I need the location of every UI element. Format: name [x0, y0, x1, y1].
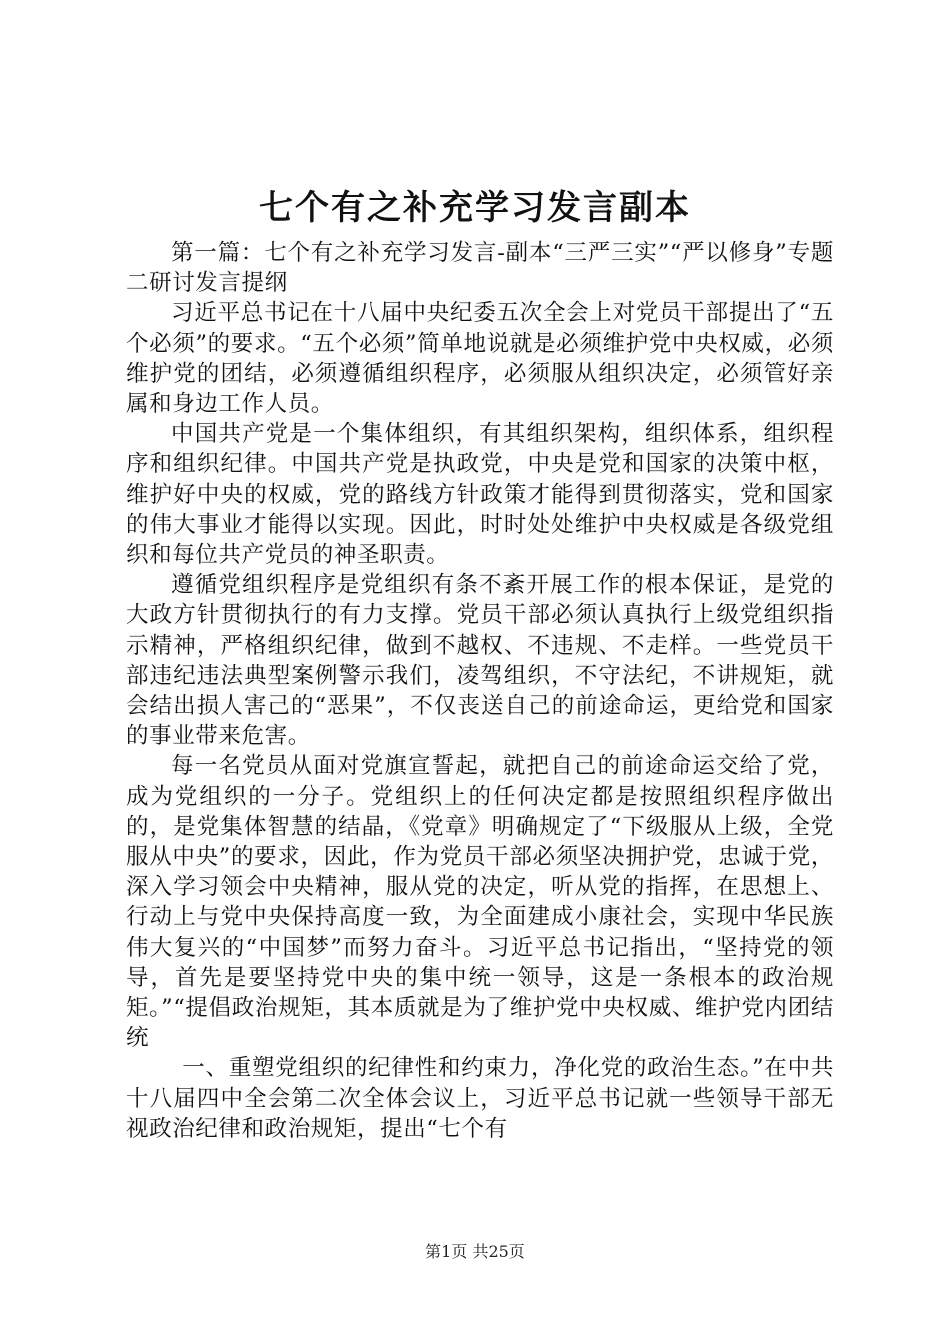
paragraph: 习近平总书记在十八届中央纪委五次全会上对党员干部提出了“五个必须”的要求。“五个必须”简单地说就是必须维护党中央权威，必须维护党的团结，必须遵循组织程序，必须服从组织决定，必须管好亲属和身边工作人员。: [126, 300, 834, 418]
paragraph: 中国共产党是一个集体组织，有其组织架构，组织体系，组织程序和组织纪律。中国共产党是执政党，中央是党和国家的决策中枢，维护好中央的权威，党的路线方针政策才能得到贯彻落实，党和国家的伟大事业才能得以实现。因此，时时处处维护中央权威是各级党组织和每位共产党员的神圣职责。: [126, 421, 834, 569]
document-title: 七个有之补充学习发言副本: [259, 188, 691, 228]
paragraph-heading: 第一篇：七个有之补充学习发言-副本“三严三实”“严以修身”专题二研讨发言提纲: [126, 240, 834, 297]
page-footer: 第1页 共25页: [425, 1242, 525, 1261]
paragraph-section: 一、重塑党组织的纪律性和约束力，净化党的政治生态。”在中共十八届四中全会第二次全体会议上，习近平总书记就一些领导干部无视政治纪律和政治规矩，提出“七个有: [126, 1055, 834, 1142]
document-body: [126, 238, 834, 1144]
paragraph: 遵循党组织程序是党组织有条不紊开展工作的根本保证，是党的大政方针贯彻执行的有力支撑。党员干部必须认真执行上级党组织指示精神，严格组织纪律，做到不越权、不违规、不走样。一些党员干部违纪违法典型案例警示我们，凌驾组织，不守法纪，不讲规矩，就会结出损人害己的“恶果”，不仅丧送自己的前途命运，更给党和国家的事业带来危害。: [126, 572, 834, 750]
paragraph: 每一名党员从面对党旗宣誓起，就把自己的前途命运交给了党，成为党组织的一分子。党组织上的任何决定都是按照组织程序做出的，是党集体智慧的结晶，《党章》明确规定了“下级服从上级，全党服从中央”的要求，因此，作为党员干部必须坚决拥护党，忠诚于党，深入学习领会中央精神，服从党的决定，听从党的指挥，在思想上、行动上与党中央保持高度一致，为全面建成小康社会，实现中华民族伟大复兴的“中国梦”而努力奋斗。习近平总书记指出，“坚持党的领导，首先是要坚持党中央的集中统一领导，这是一条根本的政治规矩。”“提倡政治规矩，其本质就是为了维护党中央权威、维护党内团结统: [126, 753, 834, 1052]
